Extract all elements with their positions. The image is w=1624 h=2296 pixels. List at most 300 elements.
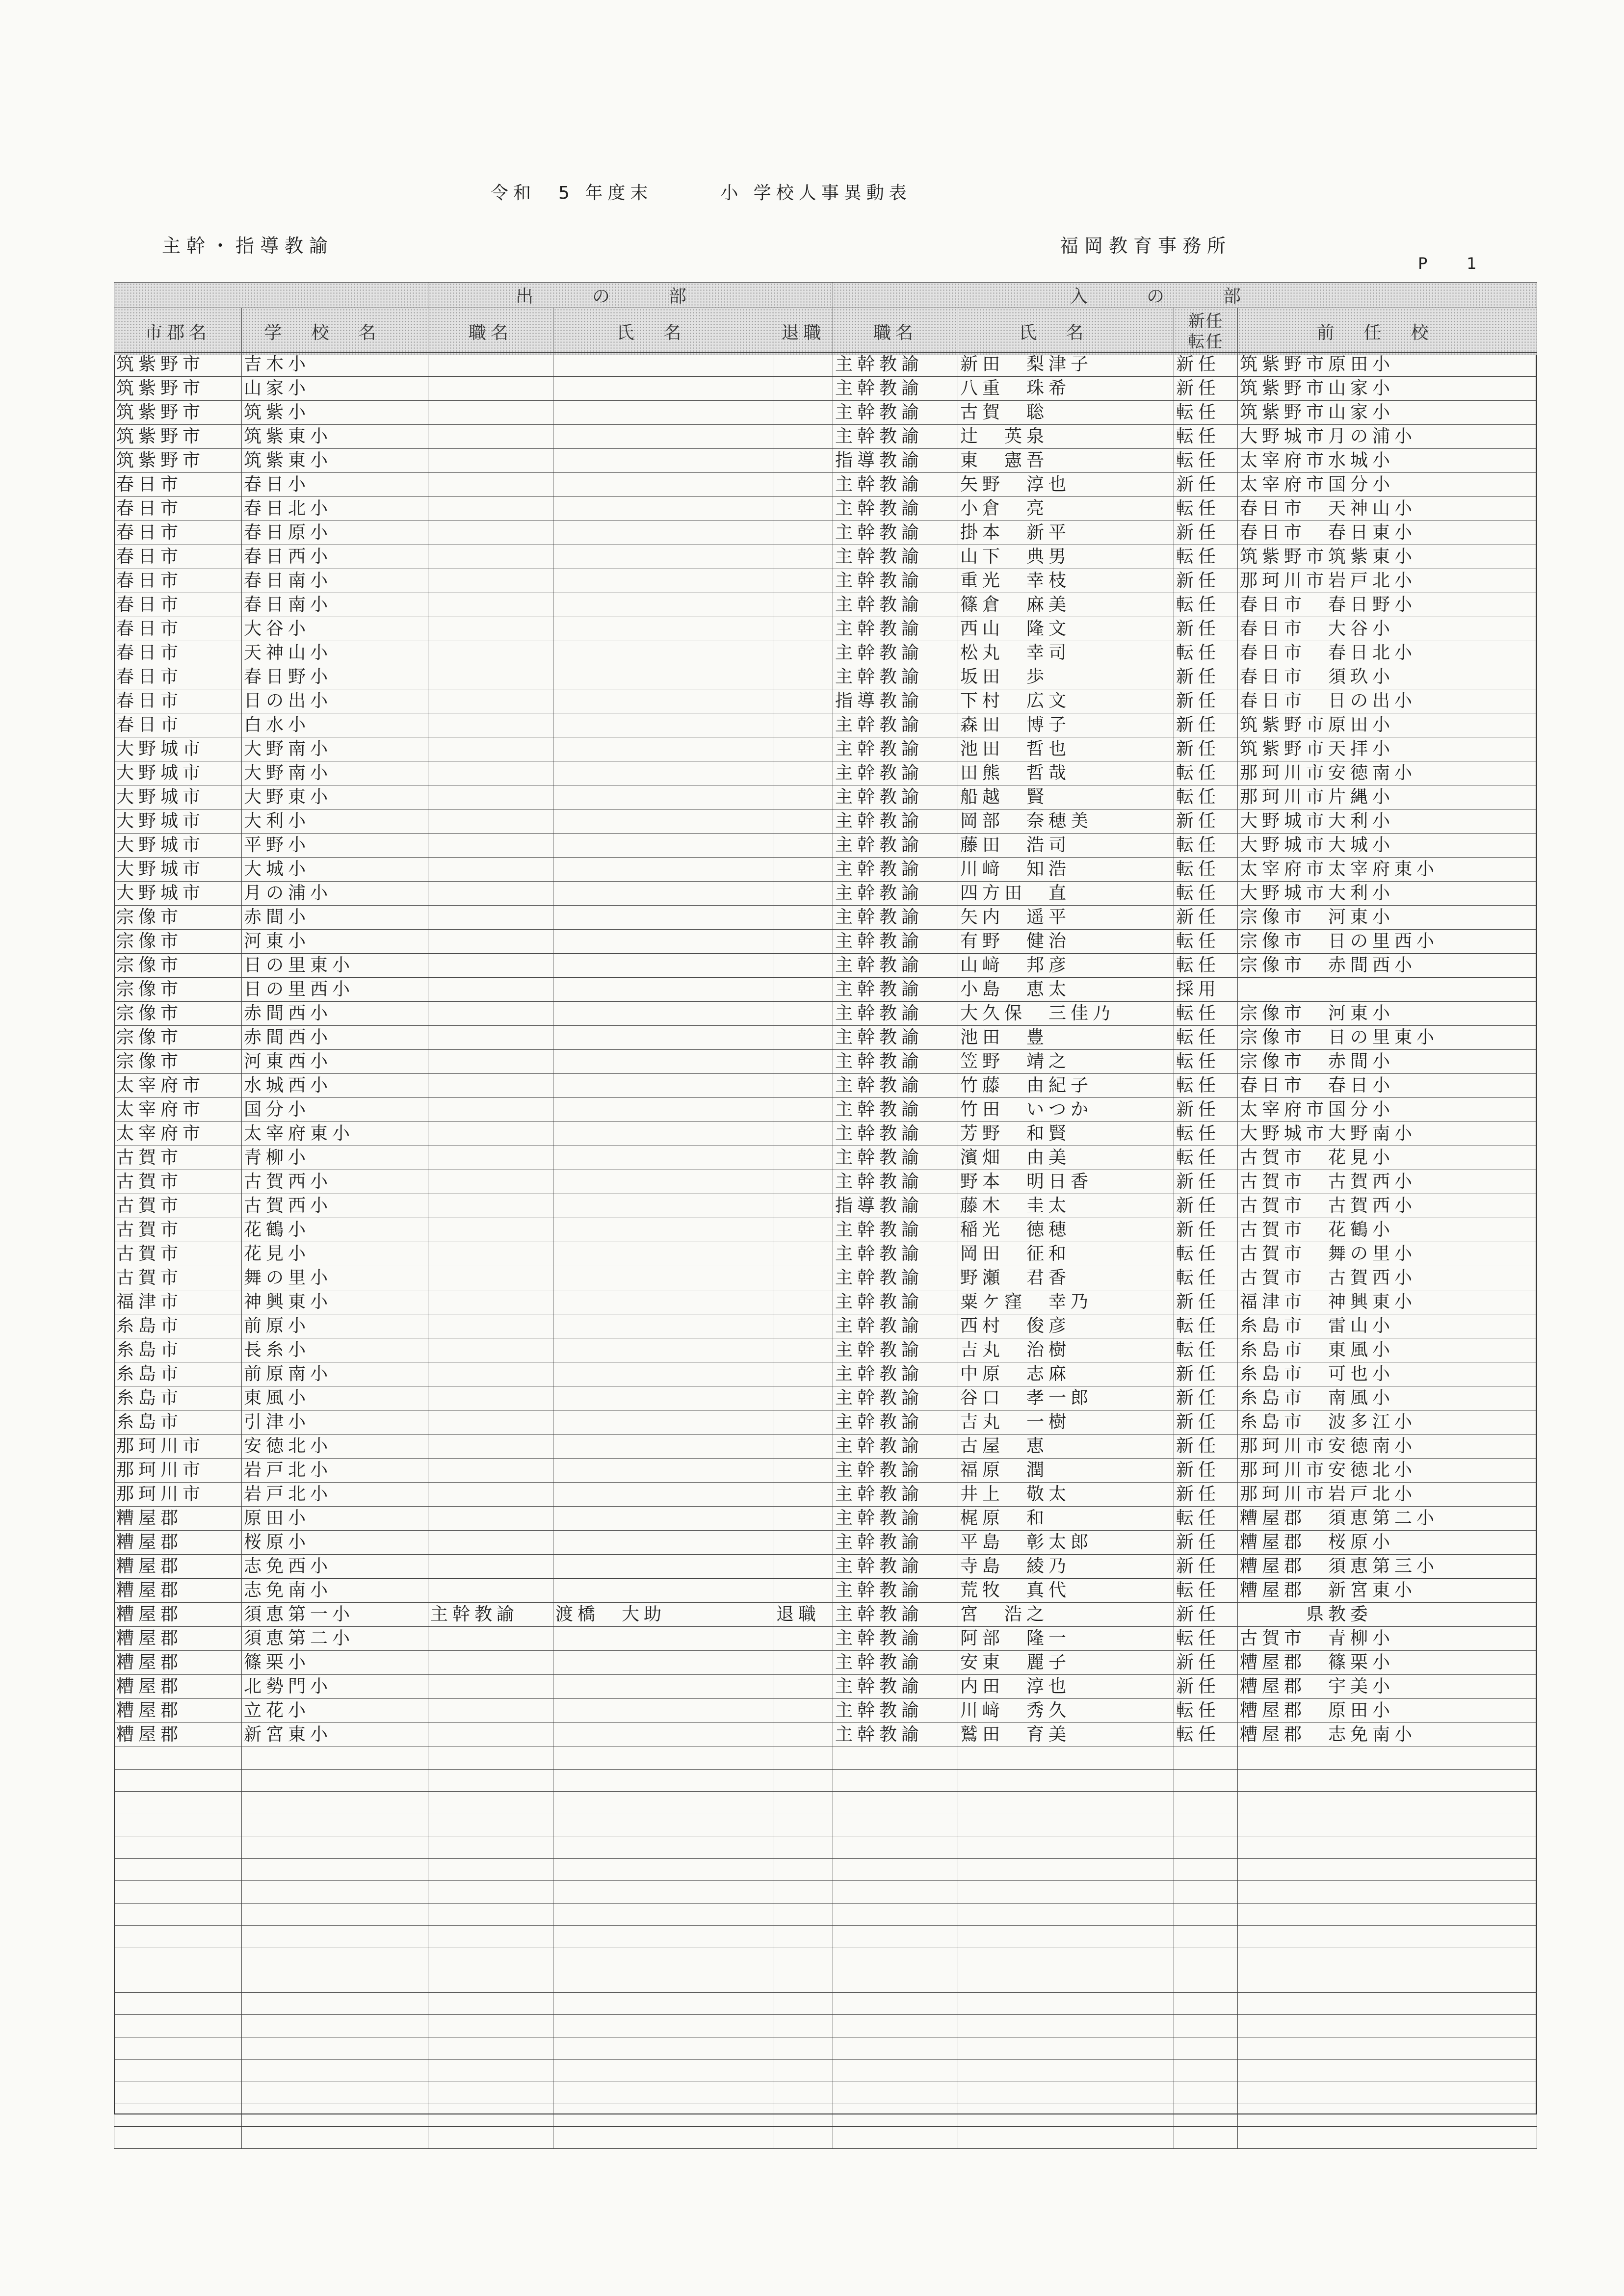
in-name-cell: 竹田 いつか xyxy=(958,1098,1174,1122)
out-title-cell xyxy=(428,1074,553,1098)
blank-cell xyxy=(1238,1858,1537,1881)
city-cell: 糟屋郡 xyxy=(114,1675,242,1699)
school-cell: 国分小 xyxy=(242,1098,428,1122)
type-cell: 転任 xyxy=(1174,1579,1238,1603)
document-title: 令和 5 年度末 小 学校人事異動表 xyxy=(491,183,912,203)
in-name-cell: 船越 賢 xyxy=(958,785,1174,809)
blank-cell xyxy=(1174,2060,1238,2082)
out-name-cell xyxy=(553,665,774,689)
table-row xyxy=(114,1531,1537,1555)
previous-school-cell: 那珂川市岩戸北小 xyxy=(1238,1483,1537,1507)
in-title-cell: 主幹教諭 xyxy=(833,1266,958,1290)
table-row xyxy=(114,1026,1537,1050)
in-title-cell: 主幹教諭 xyxy=(833,1483,958,1507)
type-cell: 新任 xyxy=(1174,473,1238,497)
city-cell: 太宰府市 xyxy=(114,1098,242,1122)
in-title-cell: 主幹教諭 xyxy=(833,1627,958,1651)
out-name-cell xyxy=(553,761,774,785)
school-cell: 筑紫東小 xyxy=(242,425,428,449)
out-title-cell xyxy=(428,449,553,473)
previous-school-cell: 宗像市 日の里東小 xyxy=(1238,1026,1537,1050)
previous-school-cell: 宗像市 日の里西小 xyxy=(1238,930,1537,954)
out-reason-cell xyxy=(774,497,833,521)
blank-cell xyxy=(242,2060,428,2082)
out-reason-cell xyxy=(774,1002,833,1026)
blank-cell xyxy=(833,1926,958,1948)
out-title-cell xyxy=(428,665,553,689)
page-label: P xyxy=(1418,254,1467,273)
out-title-cell xyxy=(428,713,553,737)
blank-cell xyxy=(958,1948,1174,1970)
blank-cell xyxy=(833,1836,958,1859)
in-name-cell: 東 憲吾 xyxy=(958,449,1174,473)
blank-cell xyxy=(833,1881,958,1904)
in-name-cell: 重光 幸枝 xyxy=(958,569,1174,593)
table-row xyxy=(114,906,1537,930)
previous-school-cell: 糸島市 南風小 xyxy=(1238,1386,1537,1410)
previous-school-cell: 宗像市 河東小 xyxy=(1238,906,1537,930)
school-cell: 前原小 xyxy=(242,1314,428,1338)
previous-school-cell: 糟屋郡 志免南小 xyxy=(1238,1723,1537,1747)
type-cell: 新任 xyxy=(1174,1410,1238,1435)
out-name-cell xyxy=(553,1194,774,1218)
blank-cell xyxy=(1174,2104,1238,2127)
out-name-cell xyxy=(553,1435,774,1459)
type-cell: 新任 xyxy=(1174,906,1238,930)
school-cell: 大野南小 xyxy=(242,761,428,785)
city-cell: 大野城市 xyxy=(114,761,242,785)
in-name-cell: 有野 健治 xyxy=(958,930,1174,954)
blank-cell xyxy=(1238,1948,1537,1970)
table-row xyxy=(114,882,1537,906)
blank-cell xyxy=(428,1836,553,1859)
header-in-name: 氏名 xyxy=(958,308,1174,355)
table-row xyxy=(114,569,1537,593)
table-row xyxy=(114,1627,1537,1651)
blank-cell xyxy=(114,1992,242,2015)
blank-cell xyxy=(114,1769,242,1792)
previous-school-cell: 糟屋郡 篠栗小 xyxy=(1238,1651,1537,1675)
in-title-cell: 主幹教諭 xyxy=(833,1675,958,1699)
out-name-cell xyxy=(553,473,774,497)
blank-cell xyxy=(1238,2015,1537,2037)
out-name-cell xyxy=(553,834,774,858)
blank-cell xyxy=(114,1814,242,1836)
school-cell: 前原南小 xyxy=(242,1362,428,1386)
previous-school-cell: 筑紫野市原田小 xyxy=(1238,353,1537,377)
previous-school-cell: 太宰府市国分小 xyxy=(1238,473,1537,497)
out-title-cell xyxy=(428,569,553,593)
out-reason-cell xyxy=(774,689,833,713)
in-title-cell: 主幹教諭 xyxy=(833,665,958,689)
previous-school-cell: 春日市 大谷小 xyxy=(1238,617,1537,641)
out-title-cell xyxy=(428,858,553,882)
in-name-cell: 笠野 靖之 xyxy=(958,1050,1174,1074)
previous-school-cell: 糸島市 東風小 xyxy=(1238,1338,1537,1362)
out-reason-cell xyxy=(774,737,833,761)
in-name-cell: 池田 哲也 xyxy=(958,737,1174,761)
in-title-cell: 主幹教諭 xyxy=(833,1170,958,1194)
out-reason-cell xyxy=(774,425,833,449)
out-reason-cell xyxy=(774,1555,833,1579)
in-title-cell: 主幹教諭 xyxy=(833,353,958,377)
table-row xyxy=(114,1386,1537,1410)
out-name-cell xyxy=(553,1507,774,1531)
type-cell: 新任 xyxy=(1174,1170,1238,1194)
office-name: 福岡教育事務所 xyxy=(1060,235,1232,257)
in-title-cell: 主幹教諭 xyxy=(833,617,958,641)
school-cell: 日の里西小 xyxy=(242,978,428,1002)
previous-school-cell: 福津市 神興東小 xyxy=(1238,1290,1537,1314)
out-reason-cell xyxy=(774,1050,833,1074)
previous-school-cell: 筑紫野市山家小 xyxy=(1238,377,1537,401)
blank-cell xyxy=(958,1992,1174,2015)
blank-row xyxy=(114,1858,1537,1881)
in-name-cell: 矢野 淳也 xyxy=(958,473,1174,497)
blank-cell xyxy=(428,2037,553,2060)
in-name-cell: 寺島 綾乃 xyxy=(958,1555,1174,1579)
in-name-cell: 吉丸 一樹 xyxy=(958,1410,1174,1435)
city-cell: 糸島市 xyxy=(114,1362,242,1386)
table-row xyxy=(114,858,1537,882)
school-cell: 新宮東小 xyxy=(242,1723,428,1747)
type-cell: 転任 xyxy=(1174,1122,1238,1146)
previous-school-cell: 那珂川市安徳北小 xyxy=(1238,1459,1537,1483)
previous-school-cell: 春日市 春日東小 xyxy=(1238,521,1537,545)
school-cell: 古賀西小 xyxy=(242,1170,428,1194)
out-title-cell xyxy=(428,785,553,809)
in-title-cell: 主幹教諭 xyxy=(833,1699,958,1723)
city-cell: 宗像市 xyxy=(114,1050,242,1074)
blank-row xyxy=(114,1747,1537,1770)
out-reason-cell xyxy=(774,1074,833,1098)
out-reason-cell xyxy=(774,1122,833,1146)
out-name-cell xyxy=(553,521,774,545)
out-reason-cell xyxy=(774,1266,833,1290)
blank-cell xyxy=(553,2082,774,2104)
previous-school-cell: 古賀市 青柳小 xyxy=(1238,1627,1537,1651)
table-row xyxy=(114,737,1537,761)
out-name-cell xyxy=(553,1074,774,1098)
blank-cell xyxy=(1238,2104,1537,2127)
type-cell: 転任 xyxy=(1174,593,1238,617)
table-row xyxy=(114,1603,1537,1627)
blank-cell xyxy=(1174,2015,1238,2037)
in-title-cell: 主幹教諭 xyxy=(833,1146,958,1170)
blank-row xyxy=(114,2082,1537,2104)
blank-cell xyxy=(553,1903,774,1926)
out-reason-cell xyxy=(774,1146,833,1170)
blank-cell xyxy=(833,2082,958,2104)
table-row xyxy=(114,1507,1537,1531)
city-cell: 大野城市 xyxy=(114,809,242,834)
table-row xyxy=(114,665,1537,689)
in-title-cell: 主幹教諭 xyxy=(833,1242,958,1266)
blank-cell xyxy=(114,2060,242,2082)
school-cell: 筑紫東小 xyxy=(242,449,428,473)
previous-school-cell: 春日市 須玖小 xyxy=(1238,665,1537,689)
out-title-cell xyxy=(428,1675,553,1699)
in-title-cell: 主幹教諭 xyxy=(833,809,958,834)
blank-cell xyxy=(553,2015,774,2037)
blank-cell xyxy=(774,2037,833,2060)
out-title-cell xyxy=(428,761,553,785)
in-title-cell: 指導教諭 xyxy=(833,1194,958,1218)
blank-cell xyxy=(1238,2037,1537,2060)
blank-cell xyxy=(553,1992,774,2015)
out-reason-cell xyxy=(774,978,833,1002)
blank-cell xyxy=(1174,1948,1238,1970)
in-name-cell: 下村 広文 xyxy=(958,689,1174,713)
in-title-cell: 主幹教諭 xyxy=(833,1314,958,1338)
blank-cell xyxy=(1174,1992,1238,2015)
school-cell: 大野南小 xyxy=(242,737,428,761)
previous-school-cell: 糟屋郡 桜原小 xyxy=(1238,1531,1537,1555)
blank-cell xyxy=(428,2082,553,2104)
table-row xyxy=(114,1483,1537,1507)
blank-cell xyxy=(428,1747,553,1770)
out-title-cell xyxy=(428,1002,553,1026)
in-title-cell: 主幹教諭 xyxy=(833,1386,958,1410)
school-cell: 日の出小 xyxy=(242,689,428,713)
blank-cell xyxy=(242,2082,428,2104)
previous-school-cell: 筑紫野市天拝小 xyxy=(1238,737,1537,761)
in-name-cell: 濱畑 由美 xyxy=(958,1146,1174,1170)
in-title-cell: 主幹教諭 xyxy=(833,1435,958,1459)
school-cell: 大城小 xyxy=(242,858,428,882)
city-cell: 春日市 xyxy=(114,473,242,497)
out-name-cell xyxy=(553,978,774,1002)
blank-cell xyxy=(428,1903,553,1926)
city-cell: 宗像市 xyxy=(114,1026,242,1050)
blank-row xyxy=(114,1769,1537,1792)
blank-cell xyxy=(958,1970,1174,1993)
out-title-cell xyxy=(428,1314,553,1338)
in-title-cell: 指導教諭 xyxy=(833,689,958,713)
type-cell: 新任 xyxy=(1174,1459,1238,1483)
blank-cell xyxy=(553,2037,774,2060)
blank-cell xyxy=(1238,1881,1537,1904)
out-name-cell xyxy=(553,1555,774,1579)
blank-cell xyxy=(553,1926,774,1948)
type-cell: 新任 xyxy=(1174,1555,1238,1579)
city-cell: 大野城市 xyxy=(114,882,242,906)
table-row xyxy=(114,1290,1537,1314)
blank-row xyxy=(114,2104,1537,2127)
table-row xyxy=(114,1050,1537,1074)
blank-cell xyxy=(1238,1970,1537,1993)
in-title-cell: 主幹教諭 xyxy=(833,521,958,545)
city-cell: 春日市 xyxy=(114,593,242,617)
in-name-cell: 八重 珠希 xyxy=(958,377,1174,401)
school-cell: 須恵第一小 xyxy=(242,1603,428,1627)
out-name-cell xyxy=(553,906,774,930)
school-cell: 春日南小 xyxy=(242,593,428,617)
blank-cell xyxy=(114,2126,242,2149)
blank-cell xyxy=(833,2037,958,2060)
out-name-cell xyxy=(553,401,774,425)
city-cell: 古賀市 xyxy=(114,1266,242,1290)
out-reason-cell xyxy=(774,1435,833,1459)
out-name-cell xyxy=(553,737,774,761)
blank-cell xyxy=(958,1769,1174,1792)
city-cell: 宗像市 xyxy=(114,930,242,954)
out-title-cell xyxy=(428,834,553,858)
blank-row xyxy=(114,2060,1537,2082)
out-name-cell xyxy=(553,882,774,906)
school-cell: 篠栗小 xyxy=(242,1651,428,1675)
city-cell: 那珂川市 xyxy=(114,1459,242,1483)
blank-cell xyxy=(114,1948,242,1970)
previous-school-cell: 古賀市 舞の里小 xyxy=(1238,1242,1537,1266)
blank-cell xyxy=(1238,1769,1537,1792)
out-reason-cell xyxy=(774,593,833,617)
out-reason-cell xyxy=(774,1507,833,1531)
out-title-cell xyxy=(428,1098,553,1122)
blank-cell xyxy=(774,2060,833,2082)
in-title-cell: 主幹教諭 xyxy=(833,737,958,761)
out-name-cell xyxy=(553,689,774,713)
blank-cell xyxy=(428,1970,553,1993)
blank-cell xyxy=(553,1792,774,1814)
out-reason-cell xyxy=(774,1675,833,1699)
school-cell: 春日北小 xyxy=(242,497,428,521)
blank-cell xyxy=(428,2015,553,2037)
in-title-cell: 主幹教諭 xyxy=(833,1074,958,1098)
previous-school-cell: 大野城市大城小 xyxy=(1238,834,1537,858)
out-reason-cell xyxy=(774,1410,833,1435)
header-in-group: 入の部 xyxy=(833,283,1537,308)
out-name-cell xyxy=(553,1338,774,1362)
out-reason-cell xyxy=(774,521,833,545)
blank-cell xyxy=(428,1858,553,1881)
blank-cell xyxy=(242,1769,428,1792)
blank-row xyxy=(114,1903,1537,1926)
type-cell: 転任 xyxy=(1174,1074,1238,1098)
out-reason-cell xyxy=(774,1579,833,1603)
table-row xyxy=(114,473,1537,497)
in-title-cell: 主幹教諭 xyxy=(833,1410,958,1435)
blank-cell xyxy=(833,1747,958,1770)
header-blank xyxy=(114,283,428,308)
section-label: 主幹・指導教諭 xyxy=(162,235,334,257)
in-name-cell: 野瀬 君香 xyxy=(958,1266,1174,1290)
out-name-cell xyxy=(553,1410,774,1435)
school-cell: 立花小 xyxy=(242,1699,428,1723)
city-cell: 宗像市 xyxy=(114,906,242,930)
type-cell: 新任 xyxy=(1174,521,1238,545)
in-name-cell: 山﨑 邦彦 xyxy=(958,954,1174,978)
out-title-cell xyxy=(428,497,553,521)
blank-cell xyxy=(114,1792,242,1814)
table-row xyxy=(114,1651,1537,1675)
type-cell: 転任 xyxy=(1174,401,1238,425)
previous-school-cell: 古賀市 花鶴小 xyxy=(1238,1218,1537,1242)
blank-cell xyxy=(833,1903,958,1926)
type-cell: 転任 xyxy=(1174,882,1238,906)
in-name-cell: 岡部 奈穂美 xyxy=(958,809,1174,834)
school-cell: 赤間小 xyxy=(242,906,428,930)
city-cell: 宗像市 xyxy=(114,1002,242,1026)
previous-school-cell: 古賀市 花見小 xyxy=(1238,1146,1537,1170)
table-row xyxy=(114,1435,1537,1459)
blank-row xyxy=(114,1814,1537,1836)
city-cell: 春日市 xyxy=(114,617,242,641)
in-title-cell: 主幹教諭 xyxy=(833,569,958,593)
out-title-cell xyxy=(428,1194,553,1218)
out-title-cell xyxy=(428,1507,553,1531)
school-cell: 山家小 xyxy=(242,377,428,401)
previous-school-cell: 春日市 春日小 xyxy=(1238,1074,1537,1098)
out-title-cell xyxy=(428,1026,553,1050)
type-cell: 転任 xyxy=(1174,641,1238,665)
blank-cell xyxy=(958,2082,1174,2104)
previous-school-cell: 糟屋郡 新宮東小 xyxy=(1238,1579,1537,1603)
school-cell: 吉木小 xyxy=(242,353,428,377)
out-reason-cell xyxy=(774,1362,833,1386)
out-reason-cell xyxy=(774,473,833,497)
header-in-type xyxy=(1174,308,1238,355)
type-cell: 新任 xyxy=(1174,1218,1238,1242)
in-name-cell: 粟ケ窪 幸乃 xyxy=(958,1290,1174,1314)
type-cell: 新任 xyxy=(1174,1290,1238,1314)
blank-cell xyxy=(1174,2037,1238,2060)
blank-cell xyxy=(1174,1792,1238,1814)
blank-cell xyxy=(833,2060,958,2082)
blank-row xyxy=(114,2126,1537,2149)
in-name-cell: 森田 博子 xyxy=(958,713,1174,737)
city-cell: 古賀市 xyxy=(114,1146,242,1170)
in-title-cell: 主幹教諭 xyxy=(833,1218,958,1242)
school-cell: 大谷小 xyxy=(242,617,428,641)
blank-cell xyxy=(774,1970,833,1993)
type-cell: 転任 xyxy=(1174,834,1238,858)
out-reason-cell xyxy=(774,1098,833,1122)
blank-cell xyxy=(1174,1858,1238,1881)
blank-cell xyxy=(1238,1747,1537,1770)
blank-cell xyxy=(428,1992,553,2015)
previous-school-cell: 太宰府市太宰府東小 xyxy=(1238,858,1537,882)
out-reason-cell xyxy=(774,1194,833,1218)
blank-cell xyxy=(553,1881,774,1904)
blank-cell xyxy=(1174,1881,1238,1904)
out-title-cell xyxy=(428,521,553,545)
blank-cell xyxy=(428,1948,553,1970)
type-cell: 転任 xyxy=(1174,1146,1238,1170)
school-cell: 春日小 xyxy=(242,473,428,497)
out-title-cell xyxy=(428,1218,553,1242)
out-name-cell xyxy=(553,1098,774,1122)
school-cell: 青柳小 xyxy=(242,1146,428,1170)
in-name-cell: 稲光 徳穂 xyxy=(958,1218,1174,1242)
previous-school-cell: 大野城市大野南小 xyxy=(1238,1122,1537,1146)
city-cell: 太宰府市 xyxy=(114,1074,242,1098)
blank-cell xyxy=(1238,1926,1537,1948)
out-name-cell xyxy=(553,858,774,882)
city-cell: 春日市 xyxy=(114,497,242,521)
previous-school-cell: 糸島市 雷山小 xyxy=(1238,1314,1537,1338)
out-reason-cell xyxy=(774,1314,833,1338)
blank-cell xyxy=(114,1836,242,1859)
previous-school-cell: 糸島市 波多江小 xyxy=(1238,1410,1537,1435)
blank-cell xyxy=(242,1836,428,1859)
header-out-name: 氏名 xyxy=(553,308,774,355)
out-name-cell xyxy=(553,1002,774,1026)
type-cell: 新任 xyxy=(1174,353,1238,377)
in-title-cell: 主幹教諭 xyxy=(833,834,958,858)
table-row xyxy=(114,1074,1537,1098)
blank-cell xyxy=(833,1814,958,1836)
